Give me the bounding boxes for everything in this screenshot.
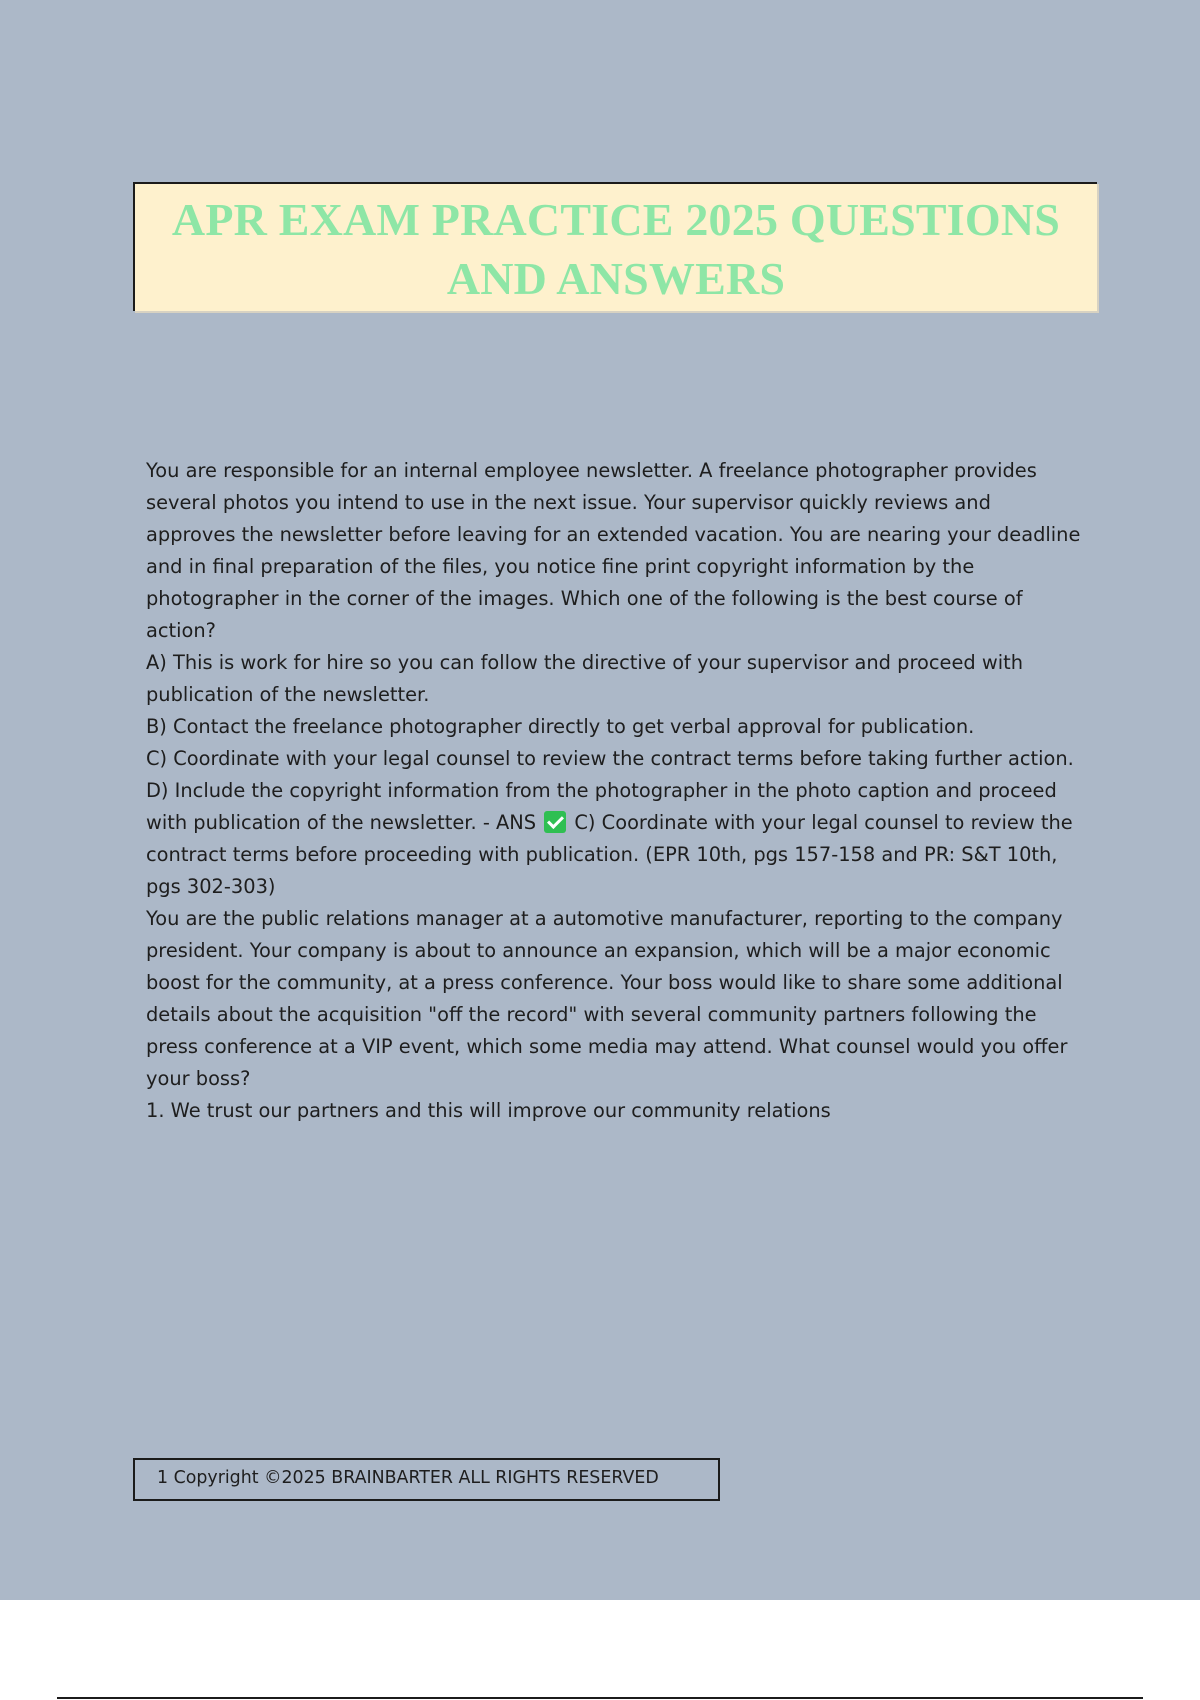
question-1-option-d-with-answer bbox=[146, 775, 1086, 903]
question-1-option-a: A) This is work for hire so you can follow the directive of your supervisor and proceed with publication of the newsletter. bbox=[146, 651, 1023, 706]
question-1-option-c: C) Coordinate with your legal counsel to review the contract terms before taking further action. bbox=[146, 747, 1074, 770]
title-banner bbox=[133, 182, 1097, 311]
question-1-answer: C) Coordinate with your legal counsel to review the contract terms before proceeding with publication. (EPR 10th, pgs 157-158 and PR: S&T 10th, pgs 302-303) bbox=[146, 811, 1073, 898]
question-2-text: You are the public relations manager at a automotive manufacturer, reporting to the company president. Your company is about to announce an expansion, which will be a major economic boost for the community, at a press conference. Your boss would like to share some additional details about the acquisition "off the record" with several community partners following the press conference at a VIP event, which some media may attend. What counsel would you offer your boss? bbox=[146, 907, 1068, 1090]
document-body bbox=[146, 455, 1086, 1127]
check-mark-icon bbox=[544, 811, 566, 833]
question-1-option-d: D) Include the copyright information from the photographer in the photo caption and proceed with publication of the newsletter. - ANS bbox=[146, 779, 1057, 834]
page-title-line-2: AND ANSWERS bbox=[446, 253, 786, 304]
question-1-text: You are responsible for an internal employee newsletter. A freelance photographer provides several photos you intend to use in the next issue. Your supervisor quickly reviews and approves the newsletter before leaving for an extended vacation. You are nearing your deadline and in final preparation of the files, you notice fine print copyright information by the photographer in the corner of the images. Which one of the following is the best course of action? bbox=[146, 459, 1081, 642]
copyright-footer: 1 Copyright ©2025 BRAINBARTER ALL RIGHTS RESERVED bbox=[133, 1458, 720, 1501]
question-1-option-b: B) Contact the freelance photographer directly to get verbal approval for publication. bbox=[146, 715, 975, 738]
question-2-item-1: 1. We trust our partners and this will improve our community relations bbox=[146, 1099, 831, 1122]
page-title-line-1: APR EXAM PRACTICE 2025 QUESTIONS bbox=[171, 194, 1061, 245]
page-bottom-divider bbox=[57, 1697, 1143, 1699]
